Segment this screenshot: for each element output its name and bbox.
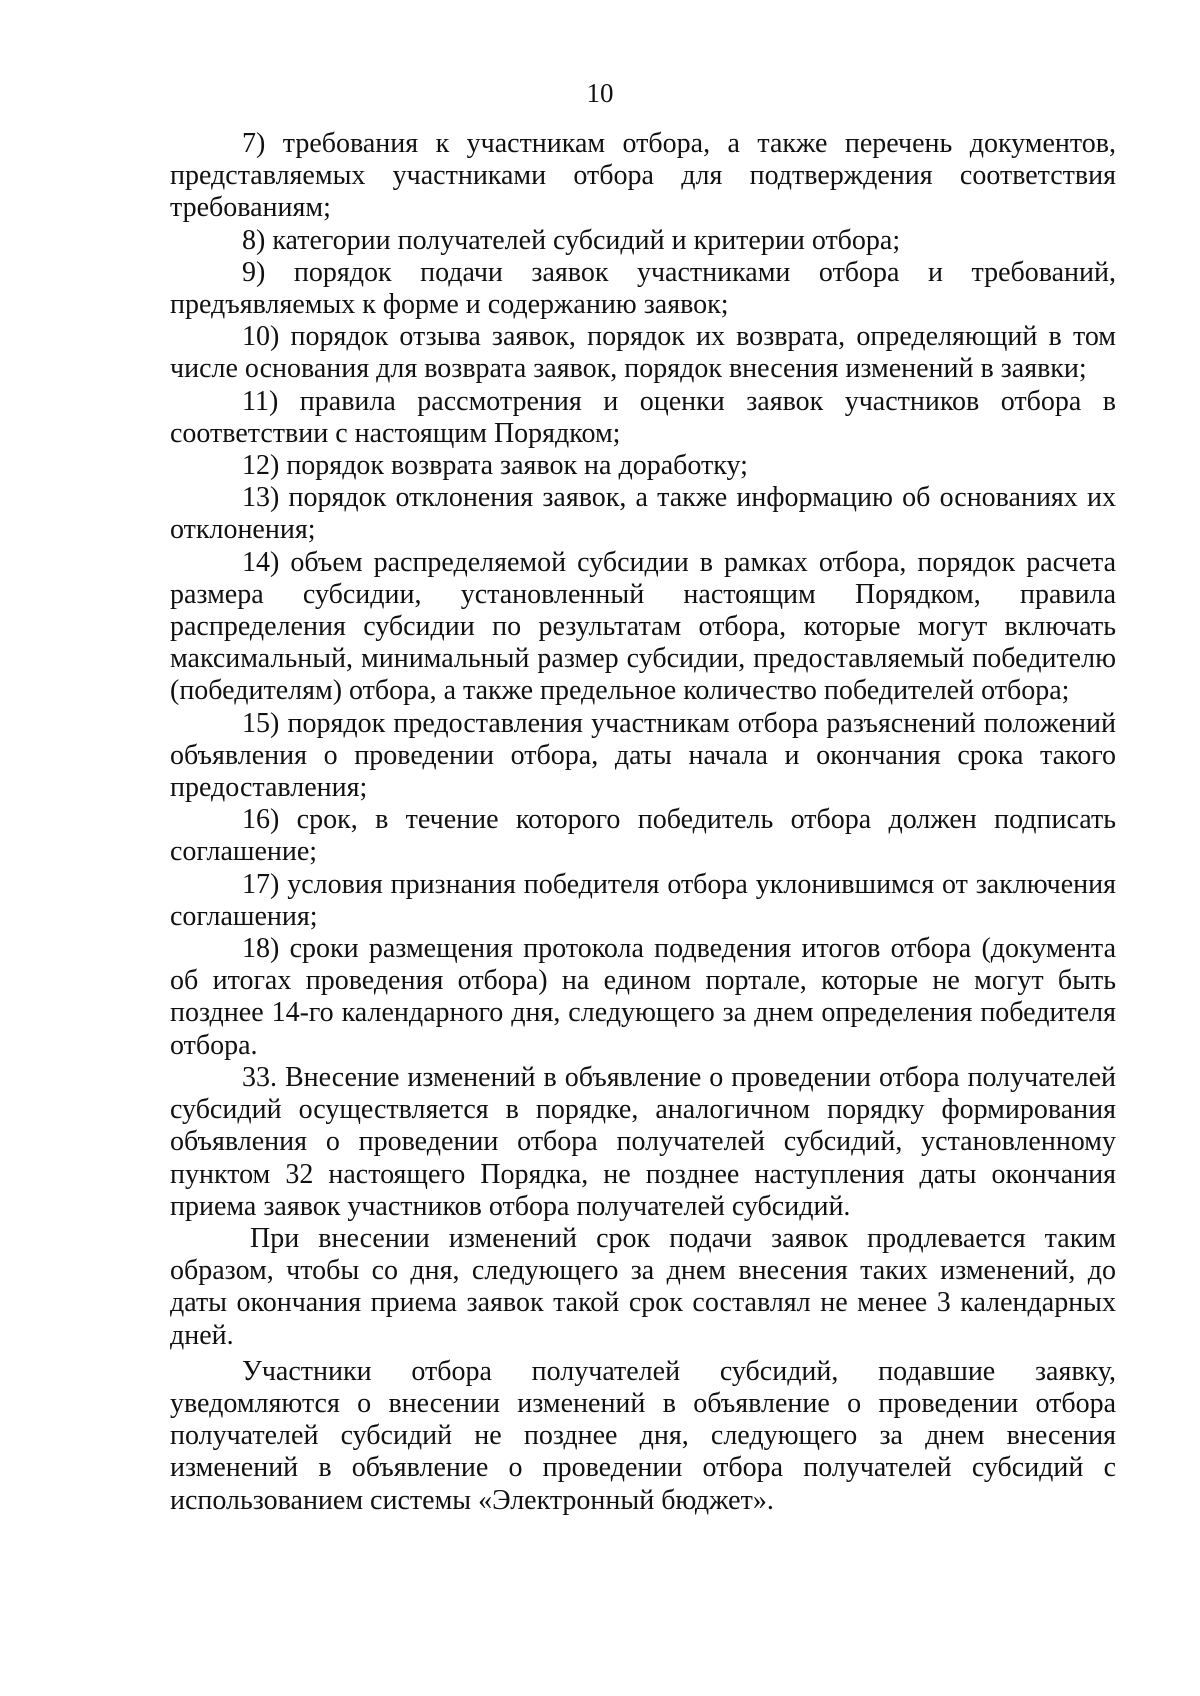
- paragraph-item-14: 14) объем распределяемой субсидии в рамках отбора, порядок расчета размера субсидии, установленный настоящим Порядком, правила распределения субсидии по результатам отбора, которые могут включать максимальный, минимальный размер субсидии, предоставляемый победителю (победителям) отбора, а также предельное количество победителей отбора;: [170, 546, 1116, 707]
- paragraph-item-12: 12) порядок возврата заявок на доработку;: [242, 450, 748, 482]
- paragraph-section-33: 33. Внесение изменений в объявление о проведении отбора получателей субсидий осуществляется в порядке, аналогичном порядку формирования объявления о проведении отбора получателей субсидий, установленному пунктом 32 настоящего Порядка, не позднее наступления даты окончания приема заявок участников отбора получателей субсидий.: [170, 1061, 1116, 1222]
- paragraph-participant-notice: Участники отбора получателей субсидий, подавшие заявку, уведомляются о внесении изменений в объявление о проведении отбора получателей субсидий не позднее дня, следующего за днем внесения изменений в объявление о проведении отбора получателей субсидий с использованием системы «Электронный бюджет».: [170, 1355, 1116, 1516]
- paragraph-item-9: 9) порядок подачи заявок участниками отбора и требований, предъявляемых к форме и содержанию заявок;: [170, 256, 1116, 321]
- page-number: 10: [586, 78, 614, 108]
- paragraph-item-13: 13) порядок отклонения заявок, а также информацию об основаниях их отклонения;: [170, 482, 1116, 546]
- paragraph-deadline-extension: При внесении изменений срок подачи заявок продлевается таким образом, чтобы со дня, следующего за днем внесения таких изменений, до даты окончания приема заявок такой срок составлял не менее 3 календарных дней.: [170, 1222, 1116, 1351]
- paragraph-item-10: 10) порядок отзыва заявок, порядок их возврата, определяющий в том числе основания для возврата заявок, порядок внесения изменений в заявки;: [170, 321, 1116, 385]
- paragraph-item-17: 17) условия признания победителя отбора уклонившимся от заключения соглашения;: [170, 868, 1116, 932]
- paragraph-item-16: 16) срок, в течение которого победитель отбора должен подписать соглашение;: [170, 804, 1116, 868]
- document-body: [170, 128, 1116, 1517]
- paragraph-item-7: 7) требования к участникам отбора, а также перечень документов, представляемых участниками отбора для подтверждения соответствия требованиям;: [170, 128, 1116, 224]
- paragraph-item-11: 11) правила рассмотрения и оценки заявок участников отбора в соответствии с настоящим Порядком;: [170, 385, 1116, 449]
- paragraph-item-15: 15) порядок предоставления участникам отбора разъяснений положений объявления о проведении отбора, даты начала и окончания срока такого предоставления;: [170, 707, 1116, 804]
- paragraph-item-8: 8) категории получателей субсидий и критерии отбора;: [242, 224, 901, 256]
- paragraph-item-18: 18) сроки размещения протокола подведения итогов отбора (документа об итогах проведения отбора) на едином портале, которые не могут быть позднее 14-го календарного дня, следующего за днем определения победителя отбора.: [170, 933, 1116, 1061]
